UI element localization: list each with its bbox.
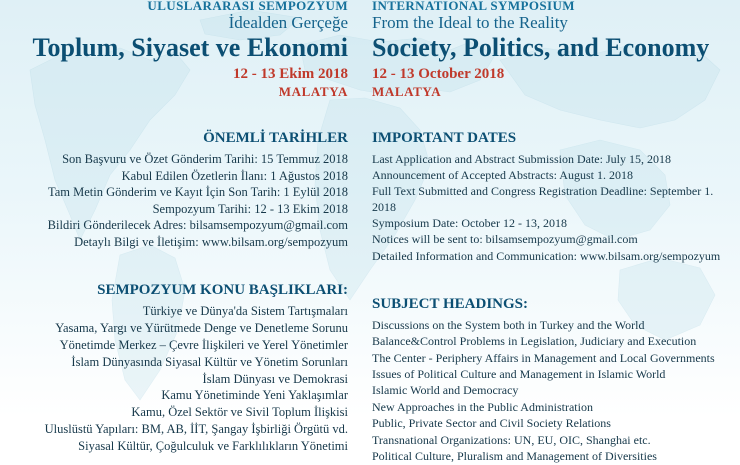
topic-item: Islamic World and Democracy [372,383,519,398]
organization-name-en: INTERNATIONAL SYMPOSIUM [372,0,575,13]
topic-item: Türkiye ve Dünya'da Sistem Tartışmaları [142,304,348,319]
subject-headings-heading-en: SUBJECT HEADINGS: [372,295,529,312]
topic-item: Discussions on the System both in Turkey and the World [372,317,645,332]
event-city-tr: MALATYA [278,84,348,100]
topic-item: Balance&Control Problems in Legislation, Judiciary and Execution [372,334,697,349]
subtitle-en: From the Ideal to the Reality [372,13,568,32]
topic-item: The Center - Periphery Affairs in Management and Local Governments [372,350,715,365]
topic-item: Uluslüstü Yapıları: BM, AB, İİT, Şangay İşbirliği Örgütü vd. [44,422,348,437]
poster-title-en: Society, Politics, and Economy [372,33,710,62]
contact-website-tr[interactable]: Detaylı Bilgi ve İletişim: www.bilsam.org/sempozyum [74,234,348,249]
submission-email-tr[interactable]: Bildiri Gönderilecek Adres: bilsamsempozyum@gmail.com [47,218,348,233]
date-item: Kabul Edilen Özetlerin İlanı: 1 Ağustos 2018 [121,168,348,183]
date-item: Son Başvuru ve Özet Gönderim Tarihi: 15 Temmuz 2018 [62,152,348,167]
date-item: Full Text Submitted and Congress Registration Deadline: September 1. 2018 [372,184,714,215]
bottom-edge [0,415,740,417]
event-date-en: 12 - 13 October 2018 [372,66,505,83]
english-column [362,0,740,464]
poster-title-tr: Toplum, Siyaset ve Ekonomi [32,33,348,62]
topic-item: Kamu, Özel Sektör ve Sivil Toplum İlişkisi [131,405,348,420]
topic-item: Public, Private Sector and Civil Society Relations [372,416,611,431]
event-date-tr: 12 - 13 Ekim 2018 [232,66,348,83]
date-item: Tam Metin Gönderim ve Kayıt İçin Son Tarih: 1 Eylül 2018 [47,185,348,200]
date-item: Sempozyum Tarihi: 12 - 13 Ekim 2018 [152,201,348,216]
organization-name-tr: ULUSLARARASI SEMPOZYUM [147,0,348,13]
date-item: Symposium Date: October 12 - 13, 2018 [372,216,567,231]
important-dates-heading-tr: ÖNEMLİ TARİHLER [203,130,348,147]
contact-website-en[interactable]: Detailed Information and Communication: www.bilsam.org/sempozyum [372,248,721,263]
topic-item: Political Culture, Pluralism and Management of Diversities [372,449,657,464]
important-dates-heading-en: IMPORTANT DATES [372,130,517,147]
topic-item: Siyasal Kültür, Çoğulculuk ve Farklılıkların Yönetimi [78,439,348,454]
topic-item: İslam Dünyası ve Demokrasi [202,371,348,386]
topic-item: Yönetimde Merkez – Çevre İlişkileri ve Yerel Yönetimler [59,337,348,352]
date-item: Announcement of Accepted Abstracts: August 1. 2018 [372,168,633,183]
turkish-column [0,0,362,454]
topic-item: Yasama, Yargı ve Yürütmede Denge ve Denetleme Sorunu [55,320,348,335]
topic-item: Transnational Organizations: UN, EU, OIC, Shanghai etc. [372,432,651,447]
topic-item: Kamu Yönetiminde Yeni Yaklaşımlar [161,388,348,403]
submission-email-en[interactable]: Notices will be sent to: bilsamsempozyum@gmail.com [372,232,638,247]
topic-item: Issues of Political Culture and Management in Islamic World [372,366,666,381]
subtitle-tr: İdealden Gerçeğe [228,13,348,32]
event-city-en: MALATYA [372,84,442,100]
subject-headings-heading-tr: SEMPOZYUM KONU BAŞLIKLARI: [97,282,348,299]
topic-item: İslam Dünyasında Siyasal Kültür ve Yönetim Sorunları [71,354,348,369]
date-item: Last Application and Abstract Submission Date: July 15, 2018 [372,152,671,167]
topic-item: New Approaches in the Public Administration [372,399,593,414]
